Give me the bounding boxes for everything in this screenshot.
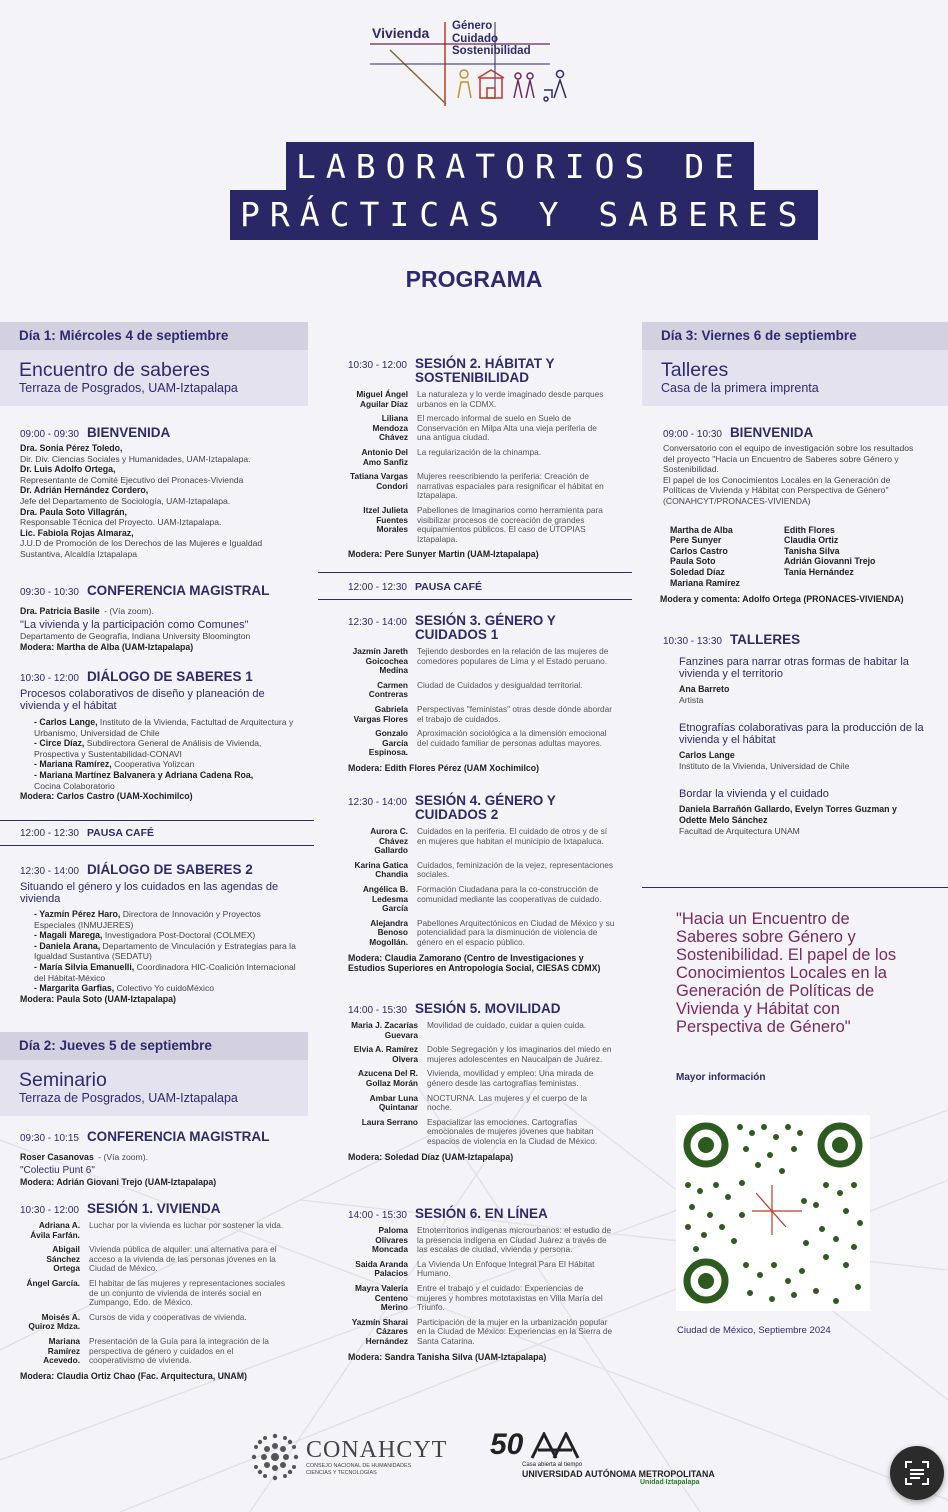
day1-title: Encuentro de saberes — [19, 359, 210, 381]
day2-place: Terraza de Posgrados, UAM-Iztapalapa — [19, 1091, 238, 1105]
scan-button[interactable] — [890, 1446, 944, 1500]
conahcyt-name: CONAHCYT — [306, 1437, 448, 1463]
d2-pausa: 12:00 - 12:30 PAUSA CAFÉ — [348, 581, 483, 593]
uam-50: 50 — [490, 1428, 524, 1461]
uam-name: UNIVERSIDAD AUTÓNOMA METROPOLITANA — [522, 1469, 715, 1479]
day2-band: Día 2: Jueves 5 de septiembre — [0, 1032, 308, 1060]
d2-sesion3: 12:30 - 14:00 SESIÓN 3. GÉNERO Y CUIDADOS 1 Jazmín Jareth Goicochea Medina Tejiendo desbordes en la relación de las mujeres de comedores populares de Lima y el Estado peruano. Carmen Contreras Ciudad de Cuidados y desigualdad territorial. Gabriela Vargas Flores Perspectivas "feministas" otras desde dónde abordar el trabajo de cuidados. Gonzalo García Espinosa. Aproximación sociológica a la dimensión emocional del cuidado familiar de personas adultas mayores. Modera: Edith Flores Pérez (UAM Xochimilco) — [348, 613, 612, 773]
uam-logo-icon — [530, 1432, 580, 1460]
uam-unit: Unidad Iztapalapa — [640, 1479, 700, 1486]
day3-header — [642, 350, 948, 406]
programa-heading: PROGRAMA — [405, 266, 543, 292]
uam-tagline: Casa abierta al tiempo — [522, 1462, 583, 1468]
d1-bienvenida: 09:00 - 09:30 BIENVENIDA Dra. Sonia Pérez Toledo, Dir. Div. Ciencias Sociales y Humanidades, UAM-Iztapalapa. Dr. Luis Adolfo Ortega, Representante de Comité Ejecutivo del Pronaces-Vivienda Dr. Adrián Hernández Cordero, Jefe del Departamento de Sociología, UAM-Iztapalapa. Dra. Paula Soto Villagrán, Responsable Técnica del Proyecto. UAM-Iztapalapa. Lic. Fabiola Rojas Almaraz, J.U.D de Promoción de los Derechos de las Mujeres e Igualdad Sustantiva, Alcaldía Iztapalapa — [20, 425, 263, 559]
d2-sesion2: 10:30 - 12:00 SESIÓN 2. HÁBITAT Y SOSTENIBILIDAD Miguel Ángel Aguilar Díaz La naturaleza y lo verde imaginado desde parques urbanos en la CDMX. Liliana Mendoza Chávez El mercado informal de suelo en Suelo de Conservación en Milpa Alta una vieja periferia de una antigua ciudad. Antonio Del Amo Sanfiz La regularización de la chinampa. Tatiana Vargas Condori Mujeres reescribiendo la periferia: Creación de narrativas espaciales para resignificar el hábitat en Iztapalapa. Itzel Julieta Fuentes Morales Pabellones de Imaginarios como herramienta para visibilizar procesos de cocreación de grandes equipamientos públicos. El caso de ÚTOPIAS Iztapalapa. Modera: Pere Sunyer Martin (UAM-Iztapalapa) — [348, 356, 604, 560]
d2-sesion4: 12:30 - 14:00 SESIÓN 4. GÉNERO Y CUIDADOS 2 Aurora C. Chávez Gallardo Cuidados en la periferia. El cuidado de otros y de sí en mujeres que habitan el municipio de Ixtapaluca. Karina Gatica Chandia Cuidados, feminización de la vejez, representaciones sociales. Angélica B. Ledesma García Formación Ciudadana para la co-construcción de comunidad mediante las cooperativas de cuidado. Alejandra Benoso Mogollán. Pabellones Arquitectónicos en Ciudad de México y su potencialidad para la disminución de violencia de género en el espacio público. Modera: Claudia Zamorano (Centro de Investigaciones y Estudios Superiores en Antropología Social, CIESAS CDMX) — [348, 793, 615, 973]
title-line1: LABORATORIOS DE — [286, 142, 754, 192]
d1-dialogo1: 10:30 - 12:00 DIÁLOGO DE SABERES 1 Procesos colaborativos de diseño y planeación de vivienda y el hábitat - Carlos Lange, Instituto de la Vivienda, Factultad de Arquitectura y Urbanismo, Universidad de Chile - Circe Díaz, Subdirectora General de Análisis de Vivienda, Prospectiva y Sustentabilidad-CONAVI - Mariana Ramírez, Cooperativa Yolizcan - Mariana Martínez Balvanera y Adriana Cadena Roa, Cocina Colaboratorio Modera: Carlos Castro (UAM-Xochimilco) — [20, 669, 294, 802]
day3-title: Talleres — [661, 359, 729, 381]
day1-header — [0, 350, 308, 406]
day2-header — [0, 1060, 308, 1116]
title-line1-box — [286, 142, 754, 192]
d1-conferencia: 09:30 - 10:30 CONFERENCIA MAGISTRAL Dra. Patricia Basile - (Vía zoom). "La vivienda y la participación como Comunes" Departamento de Geografía, Indiana University Bloomington Modera: Martha de Alba (UAM-Iztapalapa) — [20, 583, 270, 652]
day1-band: Día 1: Miércoles 4 de septiembre — [0, 322, 308, 350]
title-line2-box — [230, 190, 818, 240]
day3-band: Día 3: Viernes 6 de septiembre — [642, 322, 948, 350]
day2-title: Seminario — [19, 1069, 107, 1091]
conahcyt-logo-icon — [250, 1432, 300, 1482]
d2-sesion6: 14:00 - 15:30 SESIÓN 6. EN LÍNEA Paloma Olivares Moncada Etnoterritorios indígenas microurbanos: el estudio de la presencia indígena en Ciudad Juárez a través de las escalas de ciudad, vivienda y persona. Saida Aranda Palacios La Vivienda Un Enfoque Integral Para El Hábitat Humano. Mayra Valeria Centeno Merino Entre el trabajo y el cuidado: Experiencias de mujeres y hombres mototaxistas en Villa María del Triunfo. Yazmín Sharai Cázares Hernández Participación de la mujer en la urbanización popular en la Ciudad de México: Experiencias en la Sierra de Santa Catarina. Modera: Sandra Tanisha Silva (UAM-Iztapalapa) — [348, 1206, 613, 1362]
more-info-label: Mayor información — [676, 1072, 766, 1083]
care-icons — [452, 68, 582, 102]
d3-bienvenida: 09:00 - 10:30 BIENVENIDA Conversatorio con el equipo de investigación sobre los resultados del proyecto "Hacia un Encuentro de Saberes sobre Género y Sostenibilidad. El papel de los Conocimientos Locales en la Generación de Políticas de Vivienda y Hábitat con Perspectiva de Género" (CONAHCYT/PRONACES-VIVIENDA) Martha de Alba Pere Sunyer Carlos Castro Paula Soto Soledad Díaz Mariana Ramírez Edith Flores Claudia Ortiz Tanisha Silva Adrián Giovanni Trejo Tania Hernández Modera y comenta: Adolfo Ortega (PRONACES-VIVIENDA) — [660, 425, 914, 605]
d3-talleres: 10:30 - 13:30 TALLERES Fanzines para narrar otras formas de habitar la vivienda y el territorio Ana Barreto Artista Etnografías colaborativas para la producción de la vivienda y el hábitat Carlos Lange Instituto de la Vivienda, Universidad de Chile Bordar la vivienda y el cuidado Daniela Barrañón Gallardo, Evelyn Torres Guzman y Odette Melo Sánchez Facultad de Arquitectura UNAM — [663, 632, 924, 836]
conahcyt-subtitle: CONSEJO NACIONAL DE HUMANIDADES CIENCIAS Y TECNOLOGÍAS — [306, 1463, 412, 1476]
d1-pausa: 12:00 - 12:30 PAUSA CAFÉ — [20, 827, 155, 839]
day3-place: Casa de la primera imprenta — [661, 381, 819, 395]
day1-place: Terraza de Posgrados, UAM-Iztapalapa — [19, 381, 238, 395]
d2-conferencia: 09:30 - 10:15 CONFERENCIA MAGISTRAL Roser Casanovas - (Vía zoom). "Colectiu Punt 6" Modera: Adrián Giovani Trejo (UAM-Iztapalapa) — [20, 1129, 270, 1187]
logo-left: Vivienda — [372, 25, 430, 41]
logo-right: Género Cuidado Sostenibilidad — [452, 20, 531, 57]
d2-sesion1: 10:30 - 12:00 SESIÓN 1. VIVIENDA Adriana A. Ávila Farfán. Luchar por la vivienda es luchar por sostener la vida. Abigail Sánchez Ortega Vivienda pública de alquiler: una alternativa para el acceso a la vivienda de las personas jóvenes en la Ciudad de México. Ángel García. El habitar de las mujeres y representaciones sociales de un conjunto de vivienda de interés social en Zumpango, Edo. de México. Moisés A. Quiroz Mdza. Cursos de vida y cooperativas de vivienda. Mariana Ramírez Acevedo. Presentación de la Guía para la integración de la perspectiva de género y cuidados en el cooperativismo de vivienda. Modera: Claudia Ortiz Chao (Fac. Arquitectura, UNAM) — [20, 1201, 285, 1381]
logo — [370, 18, 600, 108]
d2-sesion5: 14:00 - 15:30 SESIÓN 5. MOVILIDAD Maria J. Zacarías Guevara Movilidad de cuidado, cuidar a quien cuida. Elvia A. Ramírez Olvera Doble Segregación y los imaginarios del miedo en mujeres adolescentes en Naucalpan de Juárez. Azucena Del R. Gollaz Morán Vivienda, movilidad y empleo: Una mirada de género desde las cartografías feministas. Ambar Luna Quintanar NOCTURNA. Las mujeres y el cuerpo de la noche. Laura Serrano Espacializar las emociones. Cartografías emocionales de mujeres jóvenes que habitan espacios de violencia en la Ciudad de México. Modera: Soledad Díaz (UAM-Iztapalapa) — [348, 1001, 612, 1162]
title-line2: PRÁCTICAS Y SABERES — [230, 190, 818, 240]
qr-code[interactable] — [676, 1115, 870, 1311]
project-quote: "Hacia un Encuentro de Saberes sobre Género y Sostenibilidad. El papel de los Conocimientos Locales en la Generación de Políticas de Vivienda y Hábitat con Perspectiva de Género" — [676, 910, 897, 1036]
scan-icon — [890, 1446, 944, 1500]
d1-dialogo2: 12:30 - 14:00 DIÁLOGO DE SABERES 2 Situando el género y los cuidados en las agendas de vivienda - Yazmín Pérez Haro, Directora de Innovación y Proyectos Especiales (INMUJERES) - Magali Marega, Investigadora Post-Doctoral (COLMEX) - Daniela Arana, Departamento de Vinculación y Estrategias para la Igualdad Sustantiva (SEDATU) - María Silvia Emanuelli, Coordinadora HIC-Coalición Internacional del Hábitat-México - Margarita Garfias, Colectivo Yo cuidoMéxico Modera: Paula Soto (UAM-Iztapalapa) — [20, 862, 296, 1004]
city-date: Ciudad de México, Septiembre 2024 — [677, 1325, 831, 1336]
